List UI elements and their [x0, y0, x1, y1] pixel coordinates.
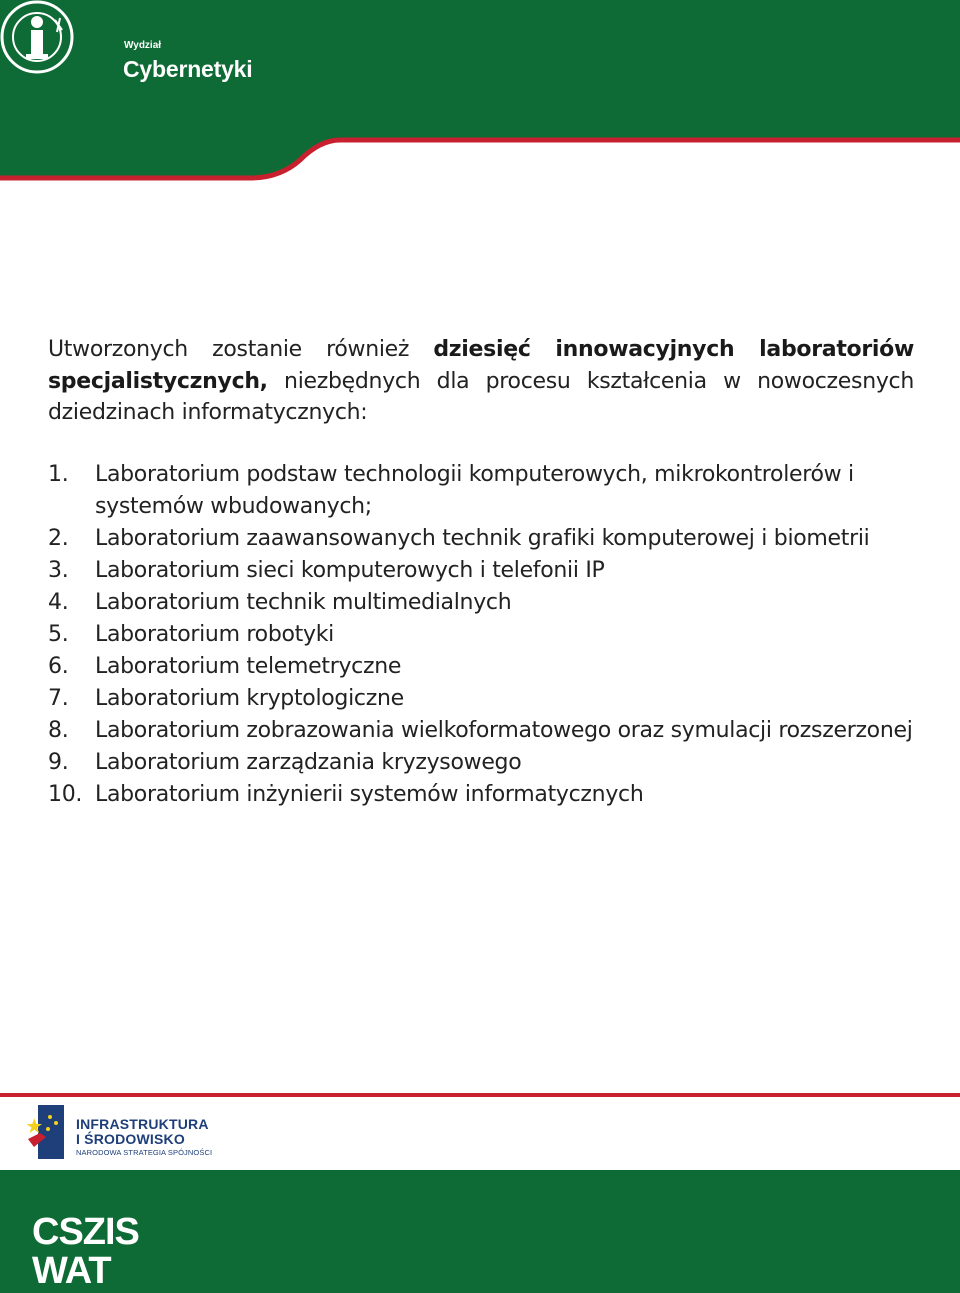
list-number: 10.	[48, 782, 83, 807]
list-number: 8.	[48, 718, 69, 743]
list-number: 2.	[48, 526, 69, 551]
list-number: 7.	[48, 686, 69, 711]
list-item	[48, 619, 928, 651]
list-item	[48, 715, 928, 747]
list-number: 4.	[48, 590, 69, 615]
intro-highlight: dziesięć innowacyjnych laboratoriów specjalistycznych,	[48, 337, 914, 394]
faculty-name: Cybernetyki	[123, 56, 253, 82]
list-text: Laboratorium technik multimedialnych	[95, 590, 512, 615]
list-number: 9.	[48, 750, 69, 775]
header-background	[0, 0, 960, 182]
list-item	[48, 683, 928, 715]
list-text: Laboratorium sieci komputerowych i telefonii IP	[95, 558, 605, 583]
list-number: 5.	[48, 622, 69, 647]
list-item	[48, 651, 928, 683]
list-item	[48, 523, 928, 555]
intro-text-end: niezbędnych dla procesu kształcenia w nowoczesnych dziedzinach informatycznych:	[48, 368, 914, 425]
header-banner	[0, 0, 960, 182]
list-text: Laboratorium inżynierii systemów informatycznych	[95, 782, 644, 807]
brand-wat: WAT	[32, 1250, 111, 1292]
faculty-prefix: Wydział	[124, 40, 162, 51]
list-item	[48, 747, 928, 779]
footer-band	[0, 1170, 960, 1293]
eu-program-logo	[26, 1103, 66, 1161]
list-item	[48, 587, 928, 619]
list-number: 1.	[48, 462, 69, 487]
laboratories-list	[48, 459, 928, 811]
intro-paragraph	[48, 334, 914, 429]
brand-cszis: CSZIS	[32, 1211, 139, 1253]
list-text: Laboratorium podstaw technologii komputerowych, mikrokontrolerów i systemów wbudowanych;	[95, 462, 854, 519]
list-number: 6.	[48, 654, 69, 679]
list-item	[48, 459, 928, 523]
program-subtitle: NARODOWA STRATEGIA SPÓJNOŚCI	[76, 1148, 213, 1157]
list-text: Laboratorium kryptologiczne	[95, 686, 404, 711]
list-item	[48, 555, 928, 587]
faculty-logo	[0, 0, 74, 74]
list-number: 3.	[48, 558, 69, 583]
list-text: Laboratorium zaawansowanych technik grafiki komputerowej i biometrii	[95, 526, 870, 551]
list-text: Laboratorium robotyki	[95, 622, 334, 647]
program-title-line1: INFRASTRUKTURA	[76, 1116, 209, 1132]
footer-divider	[0, 1093, 960, 1097]
program-title-line2: I ŚRODOWISKO	[76, 1131, 185, 1147]
list-text: Laboratorium zobrazowania wielkoformatowego oraz symulacji rozszerzonej	[95, 718, 913, 743]
list-text: Laboratorium telemetryczne	[95, 654, 402, 679]
list-text: Laboratorium zarządzania kryzysowego	[95, 750, 522, 775]
list-item	[48, 779, 928, 811]
intro-text-start: Utworzonych zostanie również	[48, 337, 434, 362]
